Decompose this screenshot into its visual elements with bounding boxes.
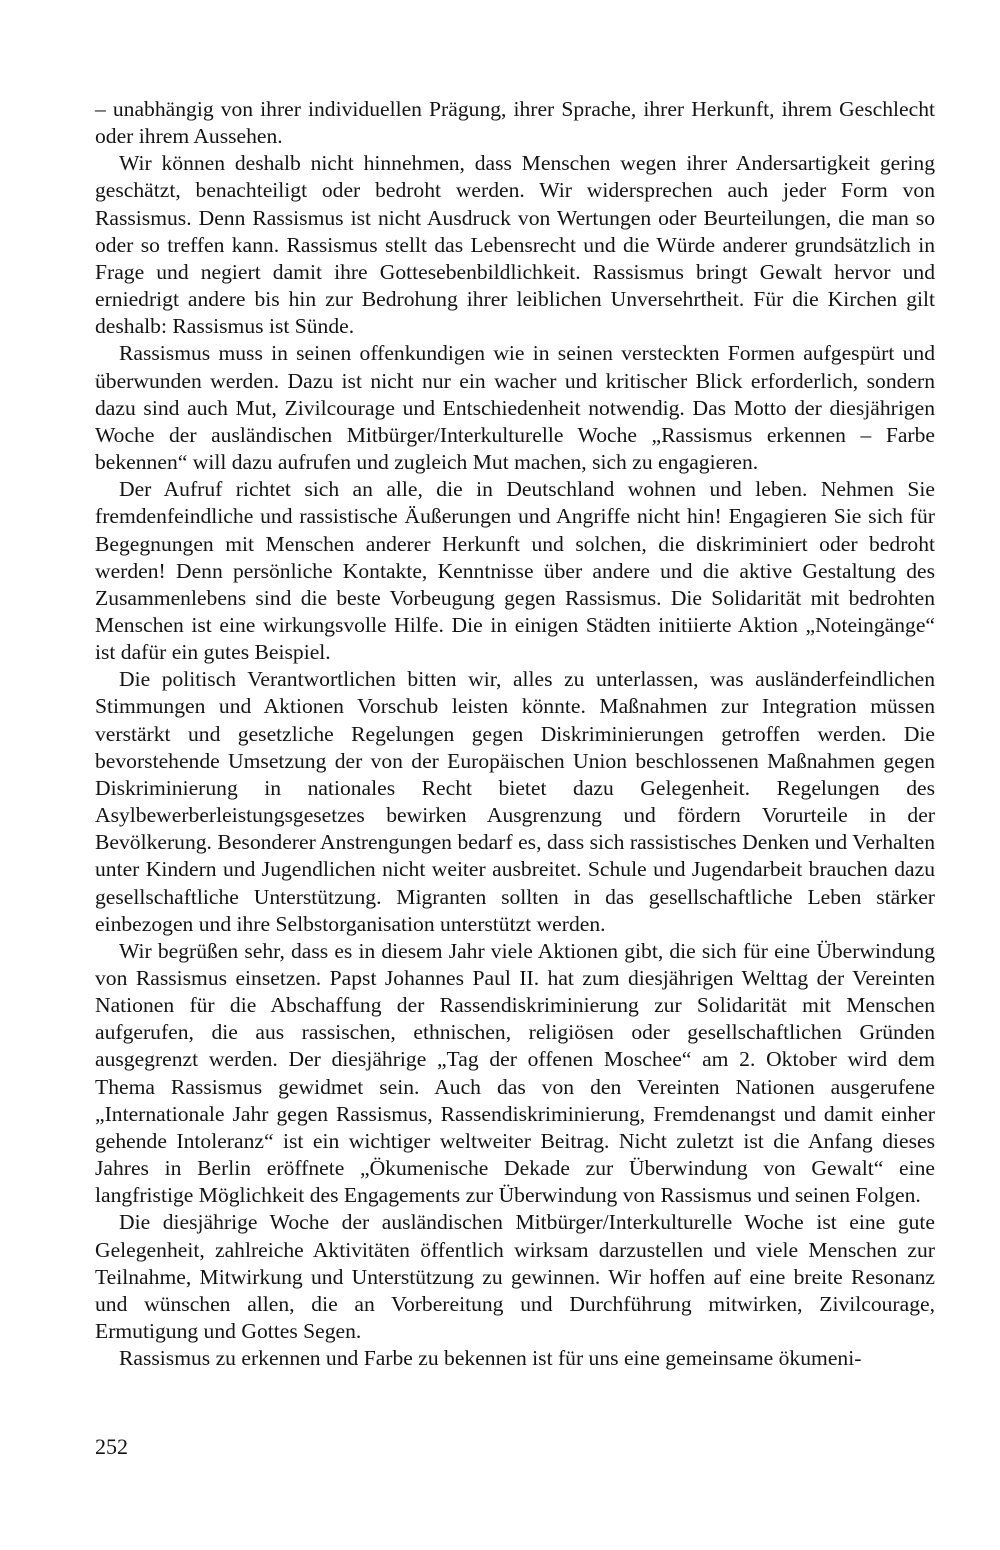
paragraph: Rassismus muss in seinen offenkundigen wie in seinen versteckten Formen aufgespürt und überwunden werden. Dazu ist nicht nur ein wacher und kritischer Blick erforderlich, sondern dazu sind auch Mut, Zivilcourage und Entschiedenheit notwendig. Das Motto der diesjährigen Woche der ausländischen Mitbürger/Interkulturelle Woche „Rassismus erkennen – Farbe bekennen“ will dazu aufrufen und zugleich Mut machen, sich zu engagieren.: [95, 341, 935, 475]
paragraph: Wir können deshalb nicht hinnehmen, dass Menschen wegen ihrer Andersartigkeit gering geschätzt, benachteiligt oder bedroht werden. Wir widersprechen auch jeder Form von Rassismus. Denn Rassismus ist nicht Ausdruck von Wertungen oder Beurteilungen, die man so oder so treffen kann. Rassismus stellt das Lebensrecht und die Würde anderer grundsätzlich in Frage und negiert damit ihre Gottesebenbildlichkeit. Rassismus bringt Gewalt hervor und erniedrigt andere bis hin zur Bedrohung ihrer leiblichen Unversehrtheit. Für die Kirchen gilt deshalb: Rassismus ist Sünde.: [95, 151, 935, 339]
paragraph: – unabhängig von ihrer individuellen Prägung, ihrer Sprache, ihrer Herkunft, ihrem Geschlecht oder ihrem Aussehen.: [95, 97, 935, 149]
paragraph: Die politisch Verantwortlichen bitten wir, alles zu unterlassen, was ausländerfeindlichen Stimmungen und Aktionen Vorschub leisten könnte. Maßnahmen zur Integration müssen verstärkt und gesetzliche Regelungen gegen Diskriminierungen getroffen werden. Die bevorstehende Umsetzung der von der Europäischen Union beschlossenen Maßnahmen gegen Diskriminierung in nationales Recht bietet dazu Gelegenheit. Regelungen des Asylbewerberleistungsgesetzes bewirken Ausgrenzung und fördern Vorurteile in der Bevölkerung. Besonderer Anstrengungen bedarf es, dass sich rassistisches Denken und Verhalten unter Kindern und Jugendlichen nicht weiter ausbreitet. Schule und Jugendarbeit brauchen dazu gesellschaftliche Unterstützung. Migranten sollten in das gesellschaftliche Leben stärker einbezogen und ihre Selbstorganisation unterstützt werden.: [95, 667, 935, 936]
paragraph: Der Aufruf richtet sich an alle, die in Deutschland wohnen und leben. Nehmen Sie fremdenfeindliche und rassistische Äußerungen und Angriffe nicht hin! Engagieren Sie sich für Begegnungen mit Menschen anderer Herkunft und solchen, die diskriminiert oder bedroht werden! Denn persönliche Kontakte, Kenntnisse über andere und die aktive Gestaltung des Zusammenlebens sind die beste Vorbeugung gegen Rassismus. Die Solidarität mit bedrohten Menschen ist eine wirkungsvolle Hilfe. Die in einigen Städten initiierte Aktion „Noteingänge“ ist dafür ein gutes Beispiel.: [95, 477, 935, 665]
paragraph: Rassismus zu erkennen und Farbe zu bekennen ist für uns eine gemeinsame ökumeni-: [119, 1346, 862, 1371]
paragraph: Wir begrüßen sehr, dass es in diesem Jahr viele Aktionen gibt, die sich für eine Überwindung von Rassismus einsetzen. Papst Johannes Paul II. hat zum diesjährigen Welttag der Vereinten Nationen für die Abschaffung der Rassendiskriminierung zur Solidarität mit Menschen aufgerufen, die aus rassischen, ethnischen, religiösen oder gesellschaftlichen Gründen ausgegrenzt werden. Der diesjährige „Tag der offenen Moschee“ am 2. Oktober wird dem Thema Rassismus gewidmet sein. Auch das von den Vereinten Nationen ausgerufene „Internationale Jahr gegen Rassismus, Rassendiskriminierung, Fremdenangst und damit einher gehende Intoleranz“ ist ein wichtiger weltweiter Beitrag. Nicht zuletzt ist die Anfang dieses Jahres in Berlin eröffnete „Ökumenische Dekade zur Überwindung von Gewalt“ eine langfristige Möglichkeit des Engagements zur Überwindung von Rassismus und seinen Folgen.: [95, 938, 935, 1208]
page-body: [95, 96, 935, 1372]
paragraph: Die diesjährige Woche der ausländischen Mitbürger/Interkulturelle Woche ist eine gute Gelegenheit, zahlreiche Aktivitäten öffentlich wirksam darzustellen und viele Menschen zur Teilnahme, Mitwirkung und Unterstützung zu gewinnen. Wir hoffen auf eine breite Resonanz und wünschen allen, die an Vorbereitung und Durchführung mitwirken, Zivilcourage, Ermutigung und Gottes Segen.: [95, 1210, 935, 1344]
page-number: 252: [95, 1434, 128, 1459]
